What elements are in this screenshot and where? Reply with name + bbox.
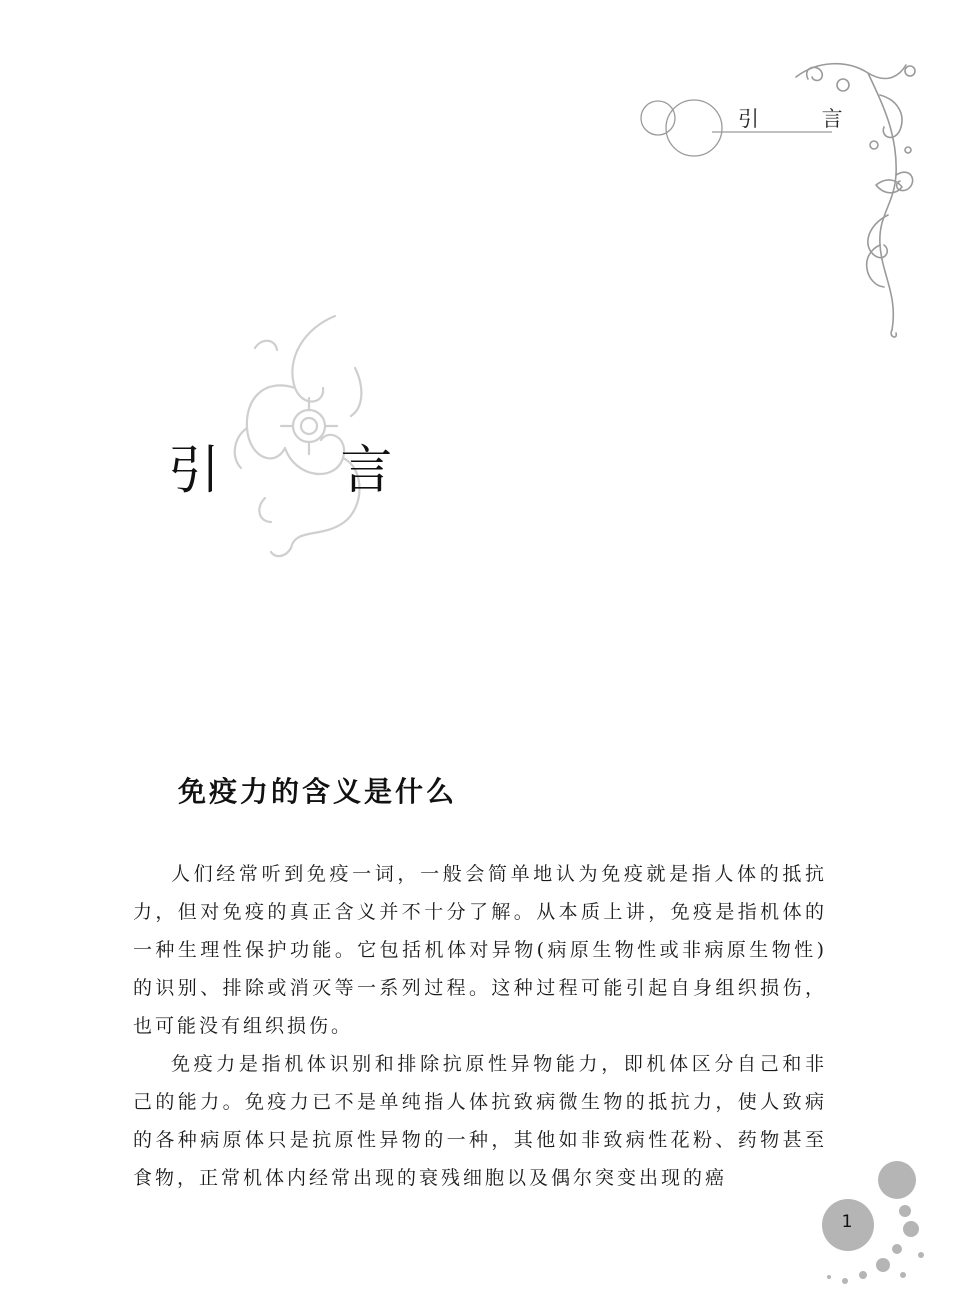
page-number: 1 (841, 1212, 853, 1232)
scroll-vine-ornament-icon (788, 55, 923, 340)
body-text (133, 855, 827, 1197)
paragraph: 免疫力是指机体识别和排除抗原性异物能力，即机体区分自己和非己的能力。免疫力已不是单纯指人体抗致病微生物的抵抗力，使人致病的各种病原体只是抗原性异物的一种，其他如非致病性花粉、药物甚至食物，正常机体内经常出现的衰残细胞以及偶尔突变出现的癌 (133, 1053, 827, 1189)
chapter-title: 引 言 (168, 441, 445, 501)
running-header-title: 引 言 (738, 107, 871, 131)
paragraph: 人们经常听到免疫一词，一般会简单地认为免疫就是指人体的抵抗力，但对免疫的真正含义并不十分了解。从本质上讲，免疫是指机体的一种生理性保护功能。它包括机体对异物(病原生物性或非病原生物性)的识别、排除或消灭等一系列过程。这种过程可能引起自身组织损伤，也可能没有组织损伤。 (133, 863, 827, 1037)
section-heading: 免疫力的含义是什么 (178, 775, 458, 808)
